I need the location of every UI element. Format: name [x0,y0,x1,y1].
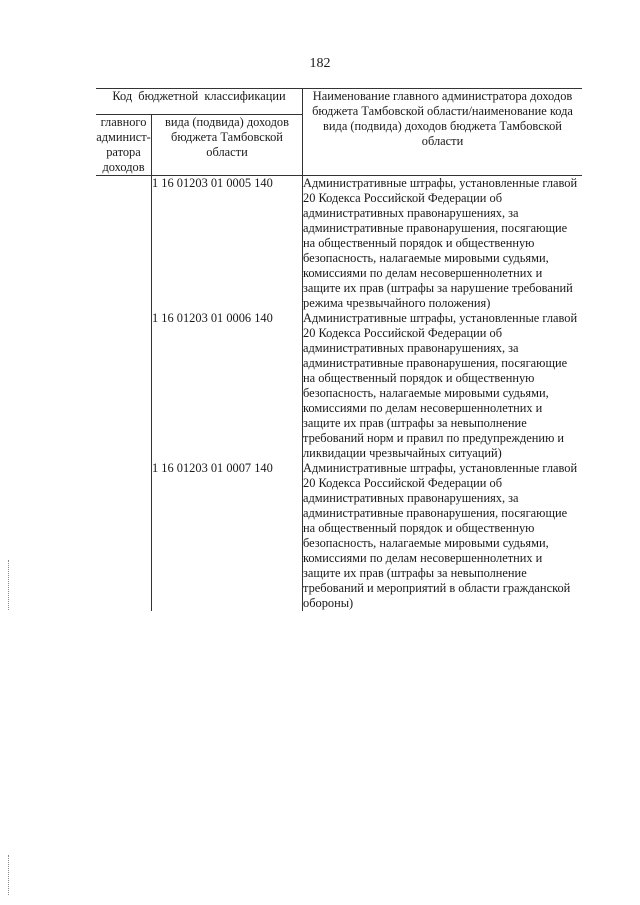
margin-scan-mark [8,560,10,610]
table-row [96,311,582,461]
table-row [96,461,582,611]
cell-admin [96,176,152,312]
cell-code: 1 16 01203 01 0005 140 [152,176,303,312]
cell-name: Административные штрафы, установленные главой 20 Кодекса Российской Федерации об административных правонарушениях, за административные правонарушения, посягающие на общественный порядок и общественную безопасность, налагаемые мировыми судьями, комиссиями по делам несовершеннолетних и защите их прав (штрафы за невыполнение требований и мероприятий в области гражданской обороны) [303,461,578,610]
cell-name: Административные штрафы, установленные главой 20 Кодекса Российской Федерации об административных правонарушениях, за административные правонарушения, посягающие на общественный порядок и общественную безопасность, налагаемые мировыми судьями, комиссиями по делам несовершеннолетних и защите их прав (штрафы за невыполнение требований норм и правил по предупреждению и ликвидации чрезвычайных ситуаций) [303,311,578,460]
header-admin-code [96,115,152,176]
cell-code: 1 16 01203 01 0007 140 [152,461,303,611]
cell-code: 1 16 01203 01 0006 140 [152,311,303,461]
table-row [96,176,582,312]
page-number: 182 [309,56,331,71]
header-name: Наименование главного администратора доходов бюджета Тамбовской области/наименование кода вида (подвида) доходов бюджета Тамбовской области [303,89,583,176]
budget-classification-table [96,88,582,611]
cell-name: Административные штрафы, установленные главой 20 Кодекса Российской Федерации об административных правонарушениях, за административные правонарушения, посягающие на общественный порядок и общественную безопасность, налагаемые мировыми судьями, комиссиями по делам несовершеннолетних и защите их прав (штрафы за нарушение требований режима чрезвычайного положения) [303,176,578,310]
header-admin-code-label: главного админист-ратора доходов [96,115,151,174]
header-income-type-code: вида (подвида) доходов бюджета Тамбовской области [152,115,303,176]
header-budget-classification: Код бюджетной классификации [96,89,303,115]
margin-scan-mark [8,855,10,895]
cell-admin [96,311,152,461]
cell-admin [96,461,152,611]
